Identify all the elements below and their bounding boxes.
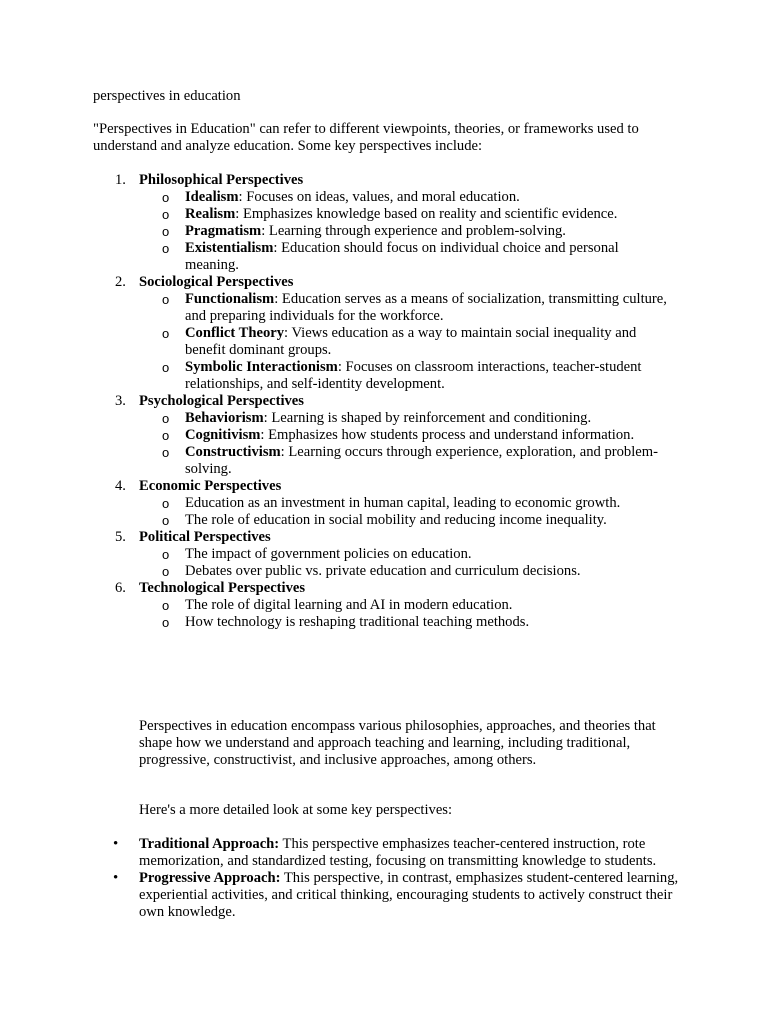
circle-bullet-icon: o xyxy=(162,292,170,307)
item-text: : Education should focus on individual choice and personal meaning. xyxy=(185,240,619,273)
item-text: : Learning is shaped by reinforcement and conditioning. xyxy=(263,410,592,426)
perspective-heading: Philosophical Perspectives xyxy=(139,172,304,188)
sub-list xyxy=(139,291,693,393)
perspective-item xyxy=(93,580,693,631)
list-item xyxy=(139,223,675,240)
approach-term: Traditional Approach: xyxy=(139,836,280,852)
perspective-item xyxy=(93,172,693,274)
list-number: 3. xyxy=(115,393,126,409)
perspective-item xyxy=(93,529,693,580)
perspective-item xyxy=(93,393,693,478)
item-text: The role of education in social mobility and reducing income inequality. xyxy=(185,512,607,528)
item-term: Conflict Theory xyxy=(185,325,285,341)
approach-item xyxy=(93,870,679,921)
circle-bullet-icon: o xyxy=(162,241,170,256)
perspectives-list xyxy=(93,172,693,631)
sub-list xyxy=(139,410,693,478)
list-item xyxy=(139,240,675,274)
list-number: 6. xyxy=(115,580,126,596)
list-number: 1. xyxy=(115,172,126,188)
perspective-item xyxy=(93,478,693,529)
list-item xyxy=(139,597,675,614)
list-item xyxy=(139,444,675,478)
item-text: The impact of government policies on education. xyxy=(185,546,472,562)
list-item xyxy=(139,495,675,512)
sub-list xyxy=(139,189,693,274)
approach-text: This perspective, in contrast, emphasizes student-centered learning, experiential activities, and critical thinking, encouraging students to actively construct their own knowledge. xyxy=(139,870,679,920)
circle-bullet-icon: o xyxy=(162,445,170,460)
perspective-heading: Psychological Perspectives xyxy=(139,393,304,409)
perspective-item xyxy=(93,274,693,393)
circle-bullet-icon: o xyxy=(162,224,170,239)
list-item xyxy=(139,427,675,444)
item-text: : Learning occurs through experience, exploration, and problem-solving. xyxy=(185,444,658,477)
item-term: Constructivism xyxy=(185,444,281,460)
item-text: : Views education as a way to maintain social inequality and benefit dominant groups. xyxy=(185,325,637,358)
approach-term: Progressive Approach: xyxy=(139,870,281,886)
circle-bullet-icon: o xyxy=(162,564,170,579)
item-term: Behaviorism xyxy=(185,410,264,426)
item-text: : Focuses on ideas, values, and moral education. xyxy=(238,189,520,205)
item-text: : Emphasizes knowledge based on reality and scientific evidence. xyxy=(235,206,618,222)
circle-bullet-icon: o xyxy=(162,326,170,341)
detail-intro-paragraph: Here's a more detailed look at some key perspectives: xyxy=(139,802,453,818)
item-term: Existentialism xyxy=(185,240,274,256)
item-term: Idealism xyxy=(185,189,239,205)
perspective-heading: Political Perspectives xyxy=(139,529,271,545)
approaches-list xyxy=(93,836,693,921)
perspective-heading: Technological Perspectives xyxy=(139,580,306,596)
list-item xyxy=(139,563,675,580)
item-term: Cognitivism xyxy=(185,427,261,443)
circle-bullet-icon: o xyxy=(162,360,170,375)
list-item xyxy=(139,410,675,427)
circle-bullet-icon: o xyxy=(162,598,170,613)
list-item xyxy=(139,614,675,631)
list-item xyxy=(139,291,675,325)
item-text: : Focuses on classroom interactions, teacher-student relationships, and self-identity development. xyxy=(185,359,642,392)
list-item xyxy=(139,512,675,529)
item-text: Debates over public vs. private education and curriculum decisions. xyxy=(185,563,581,579)
sub-list xyxy=(139,546,693,580)
item-term: Functionalism xyxy=(185,291,275,307)
item-term: Pragmatism xyxy=(185,223,262,239)
item-text: : Education serves as a means of socialization, transmitting culture, and preparing individuals for the workforce. xyxy=(185,291,667,324)
approach-item xyxy=(93,836,679,870)
sub-list xyxy=(139,495,693,529)
list-item xyxy=(139,189,675,206)
list-number: 2. xyxy=(115,274,126,290)
circle-bullet-icon: o xyxy=(162,547,170,562)
summary-paragraph: Perspectives in education encompass various philosophies, approaches, and theories that shape how we understand and approach teaching and learning, including traditional, progressive, constructivist, and inclusive approaches, among others. xyxy=(139,718,656,768)
item-text: Education as an investment in human capital, leading to economic growth. xyxy=(185,495,621,511)
item-text: The role of digital learning and AI in modern education. xyxy=(185,597,513,613)
bullet-icon: • xyxy=(113,836,119,852)
item-text: : Learning through experience and problem-solving. xyxy=(261,223,566,239)
item-text: : Emphasizes how students process and understand information. xyxy=(260,427,635,443)
approach-text: This perspective emphasizes teacher-centered instruction, rote memorization, and standardized testing, focusing on transmitting knowledge to students. xyxy=(139,836,657,869)
circle-bullet-icon: o xyxy=(162,428,170,443)
document-title: perspectives in education xyxy=(93,88,241,104)
list-item xyxy=(139,206,675,223)
bullet-icon: • xyxy=(113,870,119,886)
circle-bullet-icon: o xyxy=(162,496,170,511)
circle-bullet-icon: o xyxy=(162,207,170,222)
item-text: How technology is reshaping traditional teaching methods. xyxy=(185,614,530,630)
circle-bullet-icon: o xyxy=(162,190,170,205)
sub-list xyxy=(139,597,693,631)
intro-paragraph: "Perspectives in Education" can refer to different viewpoints, theories, or frameworks used to understand and analyze education. Some key perspectives include: xyxy=(93,121,639,154)
circle-bullet-icon: o xyxy=(162,615,170,630)
list-item xyxy=(139,325,675,359)
list-item xyxy=(139,546,675,563)
perspective-heading: Sociological Perspectives xyxy=(139,274,294,290)
circle-bullet-icon: o xyxy=(162,513,170,528)
circle-bullet-icon: o xyxy=(162,411,170,426)
list-item xyxy=(139,359,675,393)
item-term: Realism xyxy=(185,206,236,222)
perspective-heading: Economic Perspectives xyxy=(139,478,282,494)
list-number: 5. xyxy=(115,529,126,545)
item-term: Symbolic Interactionism xyxy=(185,359,338,375)
list-number: 4. xyxy=(115,478,126,494)
